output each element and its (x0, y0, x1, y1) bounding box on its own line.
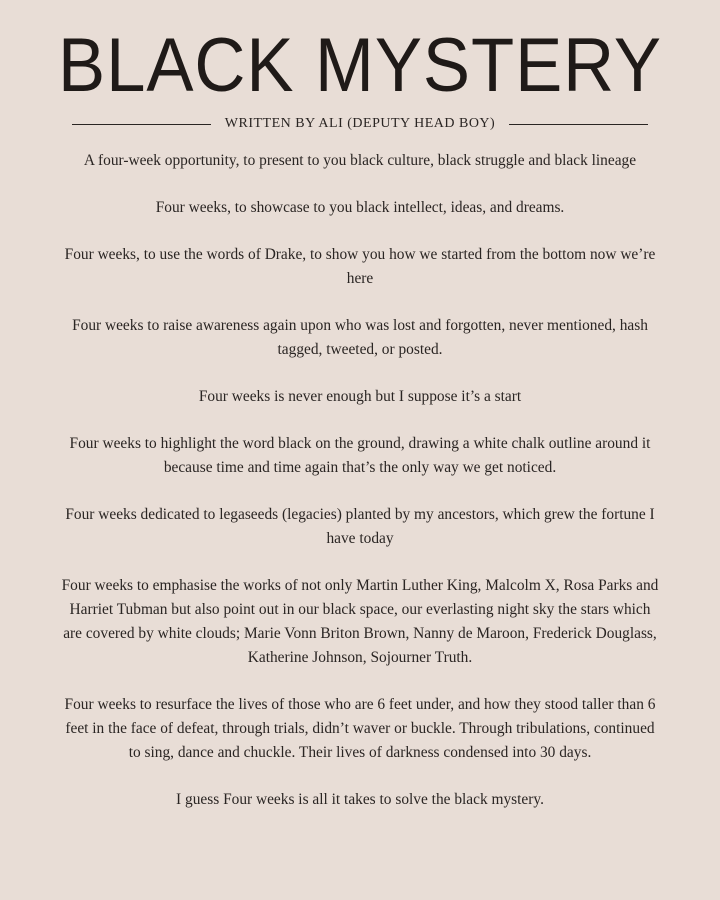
divider-right (509, 124, 648, 125)
divider-left (72, 124, 211, 125)
poem-body (60, 149, 660, 835)
stanza: Four weeks to highlight the word black on the ground, drawing a white chalk outline around it because time and time again that’s the only way we get noticed. (69, 435, 651, 476)
stanza: Four weeks, to showcase to you black intellect, ideas, and dreams. (155, 199, 565, 216)
author-byline: WRITTEN BY ALI (DEPUTY HEAD BOY) (224, 116, 496, 131)
stanza: Four weeks, to use the words of Drake, to show you how we started from the bottom now we’re here (64, 246, 656, 287)
page-title: BLACK MYSTERY (58, 23, 662, 108)
stanza: Four weeks is never enough but I suppose it’s a start (198, 388, 522, 405)
stanza: Four weeks dedicated to legaseeds (legacies) planted by my ancestors, which grew the fortune I have today (65, 506, 655, 547)
stanza: I guess Four weeks is all it takes to solve the black mystery. (176, 791, 544, 808)
stanza: Four weeks to resurface the lives of those who are 6 feet under, and how they stood taller than 6 feet in the face of defeat, through trials, didn’t waver or buckle. Through tribulations, continued to sing, dance and chuckle. Their lives of darkness condensed into 30 days. (64, 696, 656, 761)
stanza: A four-week opportunity, to present to you black culture, black struggle and black lineage (83, 152, 637, 169)
stanza: Four weeks to raise awareness again upon who was lost and forgotten, never mentioned, hash tagged, tweeted, or posted. (72, 317, 648, 358)
stanza: Four weeks to emphasise the works of not only Martin Luther King, Malcolm X, Rosa Parks and Harriet Tubman but also point out in our black space, our everlasting night sky the stars which are covered by white clouds; Marie Vonn Briton Brown, Nanny de Maroon, Frederick Douglass, Katherine Johnson, Sojourner Truth. (61, 577, 659, 666)
byline-row (72, 112, 648, 136)
